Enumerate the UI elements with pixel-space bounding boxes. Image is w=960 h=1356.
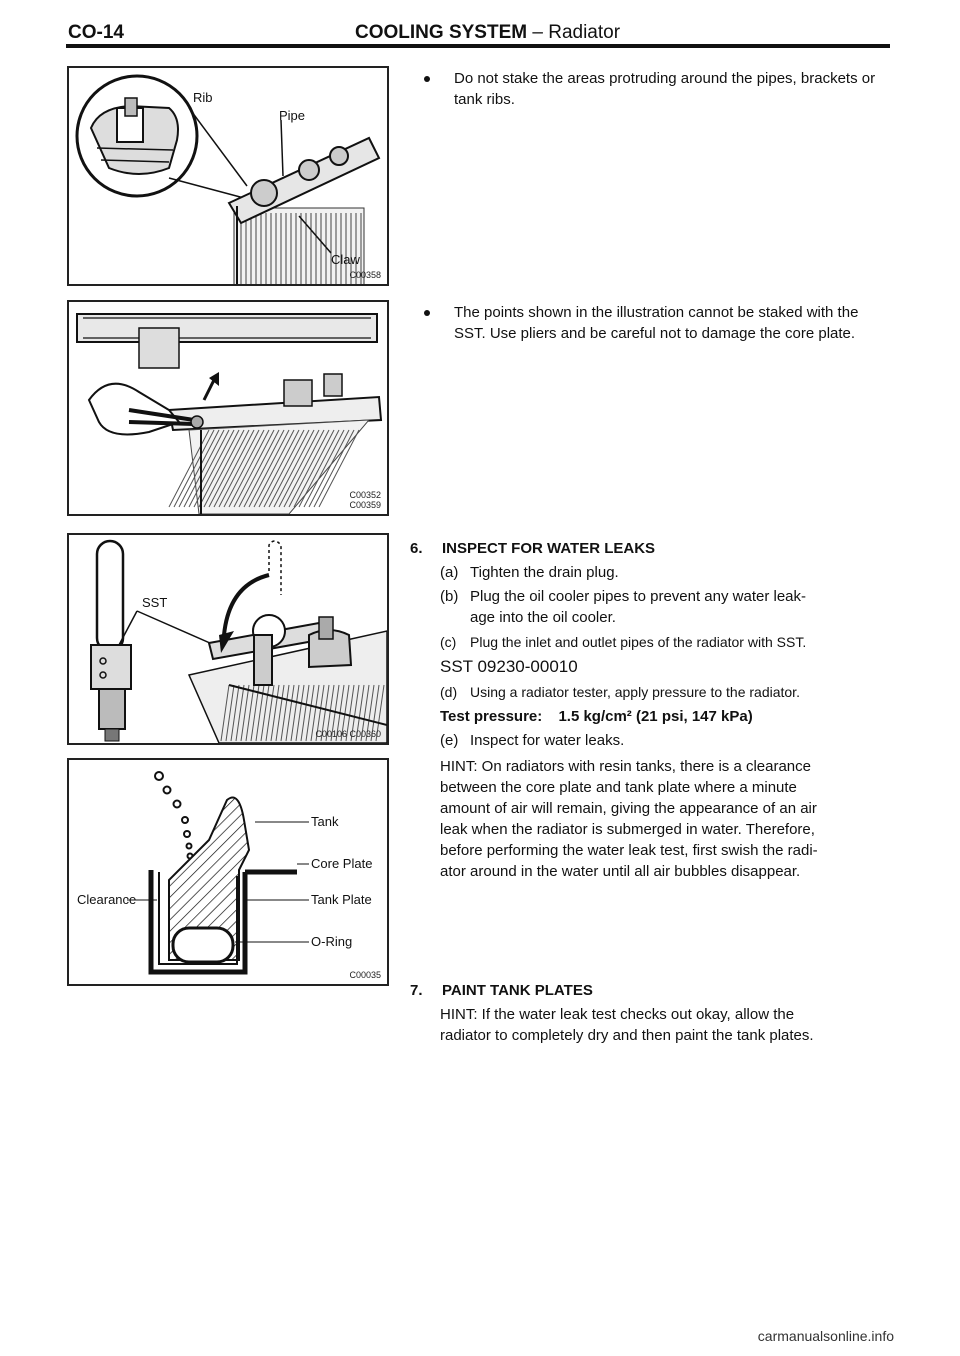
figure-sst	[67, 533, 389, 745]
label-sst: SST	[142, 595, 168, 610]
label-o-ring: O-Ring	[311, 934, 353, 949]
figure-rib-pipe-claw	[67, 66, 389, 286]
figure-code-line-1: C00352	[349, 490, 381, 500]
section-6-title: INSPECT FOR WATER LEAKS	[442, 540, 656, 557]
label-pipe: Pipe	[279, 108, 306, 123]
figure-code: C00035	[349, 970, 381, 980]
hint-7: HINT: If the water leak test checks out okay, allow the radiator to completely dry and then paint the tank plates.	[440, 1006, 814, 1044]
label-tank: Tank	[311, 814, 339, 829]
hint-label: HINT:	[440, 1006, 478, 1023]
bullet-note-1: Do not stake the areas protruding around the pipes, brackets or tank ribs.	[424, 68, 894, 110]
label-core-plate: Core Plate	[311, 856, 373, 871]
hint-6: HINT: On radiators with resin tanks, there is a clearance between the core plate and tank plate where a minute amount of air will remain, giving the appearance of an air leak when the radiator is submerged in water. Therefore, before performing the water leak test, first swish the radi- ator around in the water until all air bubbles disappear.	[440, 758, 818, 880]
step-a: (a) Tighten the drain plug.	[440, 564, 619, 581]
footer-watermark[interactable]: carmanualsonline.info	[757, 1328, 894, 1344]
section-6-number: 6.	[410, 540, 423, 557]
page-code: CO-14	[68, 22, 124, 43]
test-pressure-value: 1.5 kg/cm² (21 psi, 147 kPa)	[558, 708, 753, 725]
test-pressure-label: Test pressure:	[440, 708, 543, 725]
label-tank-plate: Tank Plate	[311, 892, 372, 907]
header-rule	[66, 44, 890, 48]
title-dash: –	[532, 22, 543, 43]
section-title: COOLING SYSTEM	[355, 22, 528, 43]
step-c: (c) Plug the inlet and outlet pipes of the radiator with SST.	[440, 634, 807, 650]
figure-pliers	[67, 300, 389, 516]
sst-illustration	[69, 535, 387, 743]
label-claw: Claw	[331, 252, 360, 267]
hint-label: HINT:	[440, 758, 478, 775]
section-7-number: 7.	[410, 982, 423, 999]
step-d: (d) Using a radiator tester, apply pressure to the radiator.	[440, 684, 800, 700]
clearance-illustration	[69, 760, 387, 984]
figure-code	[349, 490, 381, 510]
bullet-icon	[424, 310, 430, 316]
subsection-title: Radiator	[548, 22, 621, 43]
page-title	[355, 22, 620, 44]
section-7-heading	[410, 980, 593, 1001]
figure-code-line-2: C00359	[349, 500, 381, 510]
figure-code: C00106 C00360	[315, 729, 381, 739]
bullet-icon	[424, 76, 430, 82]
section-6-heading	[410, 538, 655, 559]
sst-number: SST 09230-00010	[440, 657, 578, 676]
section-7-title: PAINT TANK PLATES	[442, 982, 593, 999]
label-clearance: Clearance	[77, 892, 137, 907]
test-pressure	[440, 706, 895, 727]
figure-clearance	[67, 758, 389, 986]
label-rib: Rib	[193, 90, 213, 105]
step-e: (e) Inspect for water leaks.	[440, 732, 625, 749]
step-b: (b) Plug the oil cooler pipes to prevent any water leak- age into the oil cooler.	[440, 588, 807, 626]
bullet-note-2: The points shown in the illustration cannot be staked with the SST. Use pliers and be careful not to damage the core plate.	[424, 302, 894, 344]
figure-code: C00358	[349, 270, 381, 280]
pliers-illustration	[69, 302, 387, 514]
